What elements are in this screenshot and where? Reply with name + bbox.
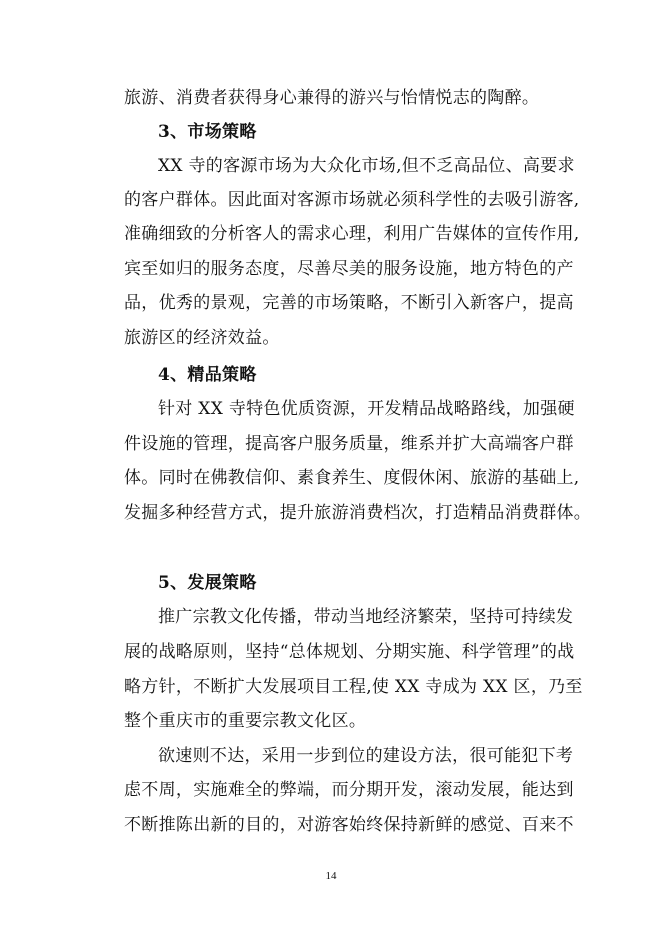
paragraph-line: 整个重庆市的重要宗教文化区。 [124, 711, 367, 731]
paragraph-line: 推广宗教文化传播，带动当地经济繁荣，坚持可持续发 [158, 607, 574, 627]
paragraph-line: 欲速则不达，采用一步到位的建设方法，很可能犯下考 [158, 746, 574, 766]
paragraph-line: 旅游、消费者获得身心兼得的游兴与怡情悦志的陶醉。 [124, 88, 540, 108]
paragraph-line: 略方针，不断扩大发展项目工程,使 XX 寺成为 XX 区，乃至 [124, 677, 583, 697]
paragraph-line: 宾至如归的服务态度，尽善尽美的服务设施，地方特色的产 [124, 259, 574, 279]
paragraph-line: 虑不周，实施难全的弊端，而分期开发，滚动发展，能达到 [124, 780, 574, 800]
section-heading-development-strategy: 5、发展策略 [158, 573, 257, 593]
paragraph-line: 准确细致的分析客人的需求心理，利用广告媒体的宣传作用, [124, 224, 580, 244]
paragraph-line: 的客户群体。因此面对客源市场就必须科学性的去吸引游客, [124, 190, 580, 210]
paragraph-line: 旅游区的经济效益。 [124, 328, 280, 348]
paragraph-line: 针对 XX 寺特色优质资源，开发精品战略路线，加强硬 [158, 399, 575, 419]
paragraph-line: 体。同时在佛教信仰、素食养生、度假休闲、旅游的基础上, [124, 468, 580, 488]
section-heading-quality-strategy: 4、精品策略 [158, 365, 257, 385]
paragraph-line: 件设施的管理，提高客户服务质量，维系并扩大高端客户群 [124, 434, 574, 454]
paragraph-line: XX 寺的客源市场为大众化市场,但不乏高品位、高要求 [158, 156, 575, 176]
paragraph-line: 不断推陈出新的目的，对游客始终保持新鲜的感觉、百来不 [124, 815, 574, 835]
page-number: 14 [325, 870, 337, 882]
section-heading-market-strategy: 3、市场策略 [158, 122, 257, 142]
paragraph-line: 展的战略原则，坚持“总体规划、分期实施、科学管理”的战 [124, 642, 575, 662]
paragraph-line: 品，优秀的景观，完善的市场策略，不断引入新客户，提高 [124, 293, 574, 313]
paragraph-line: 发掘多种经营方式，提升旅游消费档次，打造精品消费群体。 [124, 503, 592, 523]
